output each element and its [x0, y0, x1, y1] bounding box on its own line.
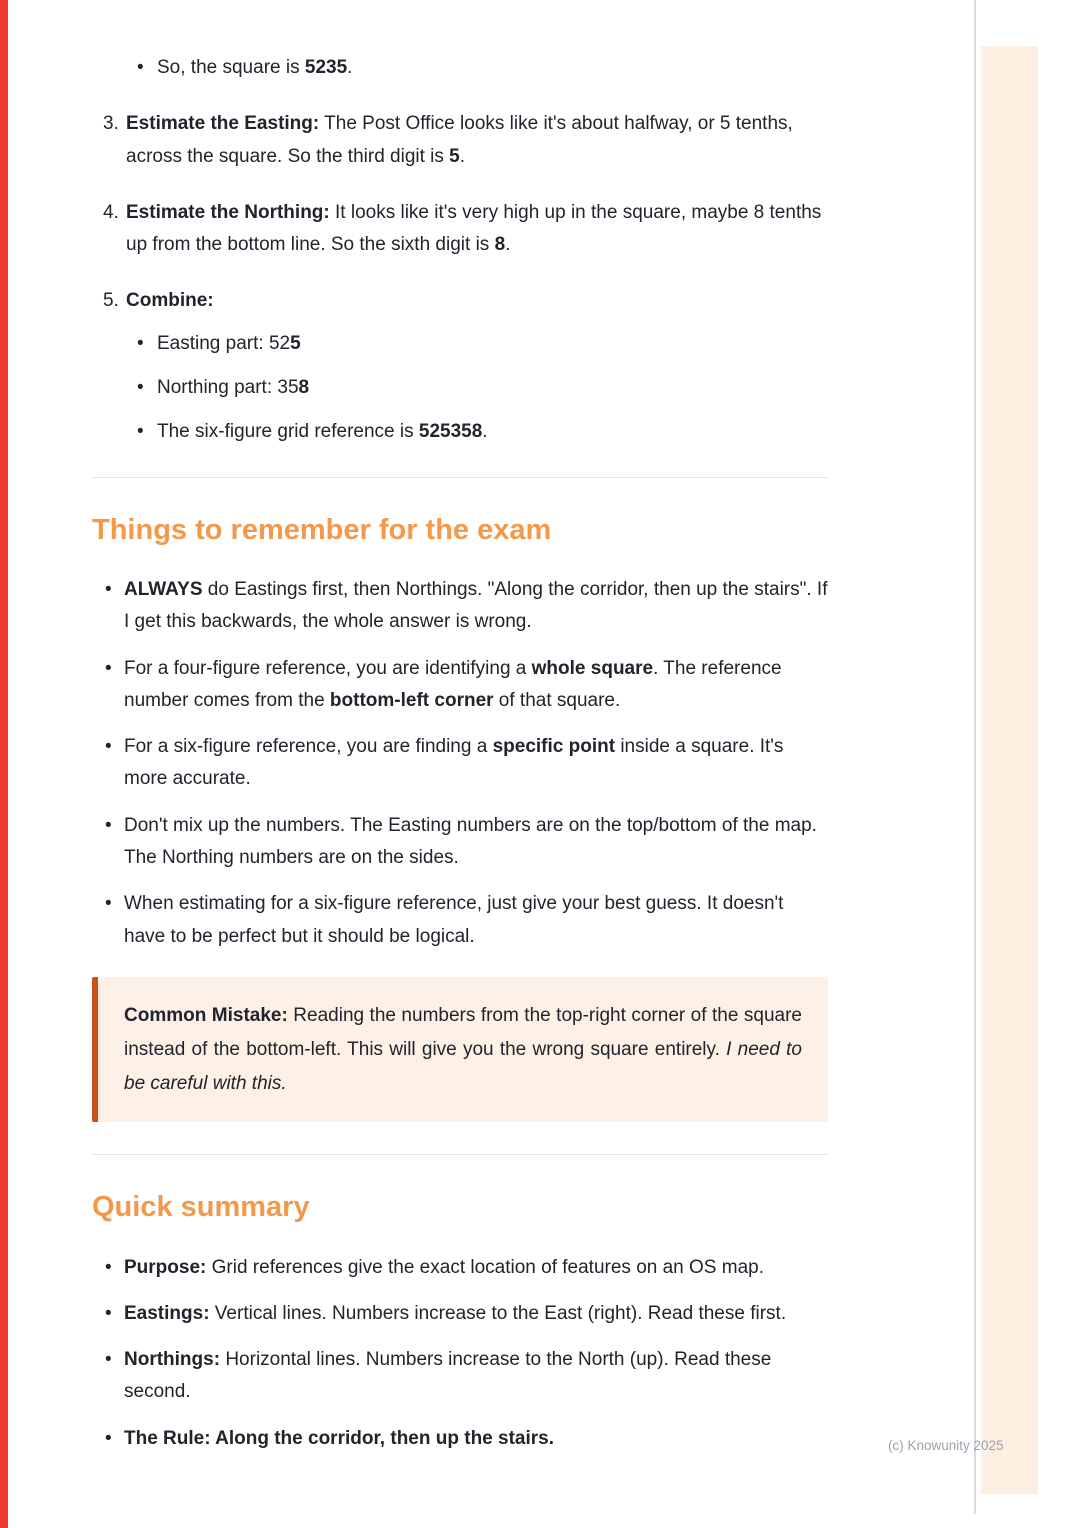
list-item-text: ALWAYS do Eastings first, then Northings. "Along the corridor, then up the stairs". If I get this backwards, the whole answer is wrong.: [124, 578, 828, 633]
section-divider: [92, 477, 828, 478]
list-number: 4.: [103, 201, 119, 223]
bullet-marker: •: [105, 736, 112, 758]
numbered-list-item: [103, 285, 828, 317]
list-item-text: The Rule: Along the corridor, then up the stairs.: [124, 1427, 554, 1449]
list-item: [105, 810, 828, 875]
bullet-marker: •: [137, 377, 144, 399]
numbered-list-item: [103, 197, 828, 262]
list-item-text: Don't mix up the numbers. The Easting numbers are on the top/bottom of the map. The Northing numbers are on the sides.: [124, 814, 817, 868]
remember-bullet-list: [92, 574, 828, 953]
list-item-text: Estimate the Northing: It looks like it's very high up in the square, maybe 8 tenths up from the bottom line. So the sixth digit is 8.: [126, 201, 822, 256]
list-item: [105, 1423, 828, 1455]
bullet-marker: •: [105, 1302, 112, 1324]
copyright-footer: (c) Knowunity 2025: [888, 1438, 1004, 1453]
list-item-text: Northing part: 358: [157, 377, 310, 399]
bullet-marker: •: [137, 57, 144, 78]
bullet-marker: •: [105, 1256, 112, 1278]
bullet-marker: •: [105, 657, 112, 679]
list-item-text: Estimate the Easting: The Post Office looks like it's about halfway, or 5 tenths, across the square. So the third digit is 5.: [126, 113, 793, 167]
list-item: [105, 731, 828, 796]
list-item: [137, 372, 828, 404]
bullet-marker: •: [105, 814, 112, 836]
list-item-text: Northings: Horizontal lines. Numbers increase to the North (up). Read these second.: [124, 1349, 772, 1403]
list-item: [105, 1252, 828, 1284]
list-item: [105, 653, 828, 718]
bullet-marker: •: [105, 1427, 112, 1449]
common-mistake-callout: Common Mistake: Reading the numbers from the top-right corner of the square instead of the bottom-left. This will give you the wrong square entirely. I need to be careful with this.: [92, 977, 828, 1122]
list-item-text: For a six-figure reference, you are finding a specific point inside a square. It's more accurate.: [124, 736, 784, 790]
bullet-marker: •: [105, 1349, 112, 1371]
content-column: [92, 52, 828, 1455]
list-item: [137, 52, 828, 84]
list-item-text: The six-figure grid reference is 525358.: [157, 421, 488, 443]
summary-bullet-list: [92, 1252, 828, 1455]
section-divider: [92, 1154, 828, 1155]
list-item: [105, 888, 828, 953]
list-item-text: When estimating for a six-figure reference, just give your best guess. It doesn't have to be perfect but it should be logical.: [124, 893, 784, 947]
list-item-text: So, the square is 5235.: [157, 57, 353, 78]
list-item-text: Combine:: [126, 290, 214, 312]
right-accent-strip: [981, 46, 1038, 1494]
list-item-text: For a four-figure reference, you are identifying a whole square. The reference number comes from the bottom-left corner of that square.: [124, 657, 782, 711]
combine-sub-list: [92, 328, 828, 449]
list-item: [105, 1298, 828, 1330]
list-item-text: Eastings: Vertical lines. Numbers increase to the East (right). Read these first.: [124, 1302, 787, 1324]
numbered-list-item: [103, 108, 828, 173]
bullet-marker: •: [105, 578, 112, 600]
right-divider-line: [974, 0, 976, 1514]
bullet-marker: •: [105, 893, 112, 915]
section-heading-summary: Quick summary: [92, 1191, 310, 1224]
left-accent-bar: [0, 0, 8, 1528]
list-item: [137, 416, 828, 448]
section-heading-remember: Things to remember for the exam: [92, 513, 552, 546]
list-item: [105, 1344, 828, 1409]
list-item: [137, 328, 828, 360]
list-item: [105, 574, 828, 639]
list-number: 5.: [103, 290, 119, 312]
bullet-marker: •: [137, 332, 144, 354]
list-number: 3.: [103, 113, 119, 135]
bullet-marker: •: [137, 421, 144, 443]
list-item-text: Easting part: 525: [157, 332, 301, 354]
list-item-text: Purpose: Grid references give the exact location of features on an OS map.: [124, 1256, 764, 1278]
